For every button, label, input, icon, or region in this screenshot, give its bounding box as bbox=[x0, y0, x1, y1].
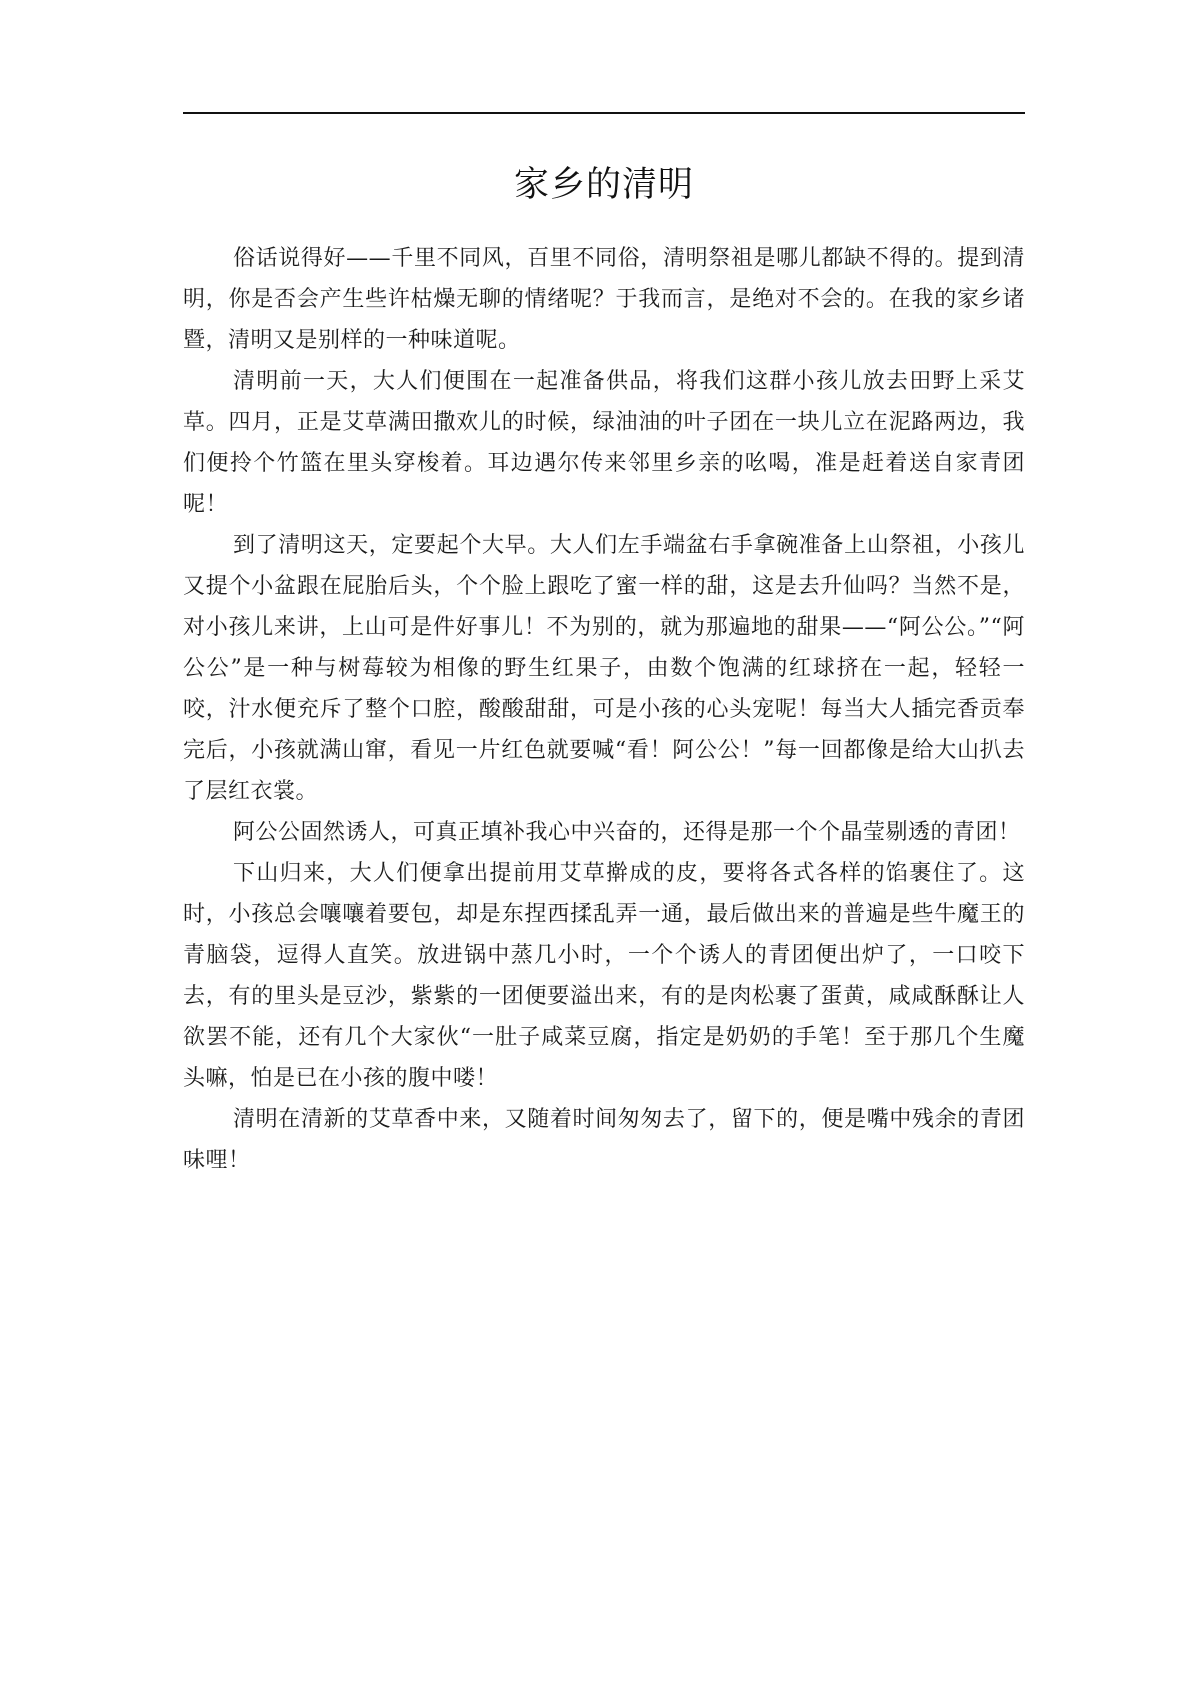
paragraph-4: 阿公公固然诱人，可真正填补我心中兴奋的，还得是那一个个晶莹剔透的青团！ bbox=[233, 820, 1021, 845]
paragraph-3: 到了清明这天，定要起个大早。大人们左手端盆右手拿碗准备上山祭祖，小孩儿又提个小盆跟在屁胎后头，个个脸上跟吃了蜜一样的甜，这是去升仙吗？当然不是，对小孩儿来讲，上山可是件好事儿！不为别的，就为那遍地的甜果——“阿公公。”“阿公公”是一种与树莓较为相像的野生红果子，由数个饱满的红球挤在一起，轻轻一咬，汁水便充斥了整个口腔，酸酸甜甜，可是小孩的心头宠呢！每当大人插完香贡奉完后，小孩就满山窜，看见一片红色就要喊“看！阿公公！”每一回都像是给大山扒去了层红衣裳。 bbox=[183, 533, 1025, 804]
essay-body bbox=[183, 238, 1025, 1181]
paragraph-1: 俗话说得好——千里不同风，百里不同俗，清明祭祖是哪儿都缺不得的。提到清明，你是否会产生些许枯燥无聊的情绪呢？于我而言，是绝对不会的。在我的家乡诸暨，清明又是别样的一种味道呢。 bbox=[183, 246, 1025, 353]
paragraph-5: 下山归来，大人们便拿出提前用艾草擀成的皮，要将各式各样的馅裹住了。这时，小孩总会嚷嚷着要包，却是东捏西揉乱弄一通，最后做出来的普遍是些牛魔王的青脑袋，逗得人直笑。放进锅中蒸几小时，一个个诱人的青团便出炉了，一口咬下去，有的里头是豆沙，紫紫的一团便要溢出来，有的是肉松裹了蛋黄，咸咸酥酥让人欲罢不能，还有几个大家伙“一肚子咸菜豆腐，指定是奶奶的手笔！至于那几个生魔头嘛，怕是已在小孩的腹中喽！ bbox=[183, 861, 1025, 1091]
header-rule bbox=[183, 112, 1025, 114]
essay-title: 家乡的清明 bbox=[513, 165, 694, 205]
paragraph-6: 清明在清新的艾草香中来，又随着时间匆匆去了，留下的，便是嘴中残余的青团味哩！ bbox=[183, 1107, 1025, 1173]
paragraph-2: 清明前一天，大人们便围在一起准备供品，将我们这群小孩儿放去田野上采艾草。四月，正是艾草满田撒欢儿的时候，绿油油的叶子团在一块儿立在泥路两边，我们便拎个竹篮在里头穿梭着。耳边遇尔传来邻里乡亲的吆喝，准是赶着送自家青团呢！ bbox=[183, 369, 1025, 517]
